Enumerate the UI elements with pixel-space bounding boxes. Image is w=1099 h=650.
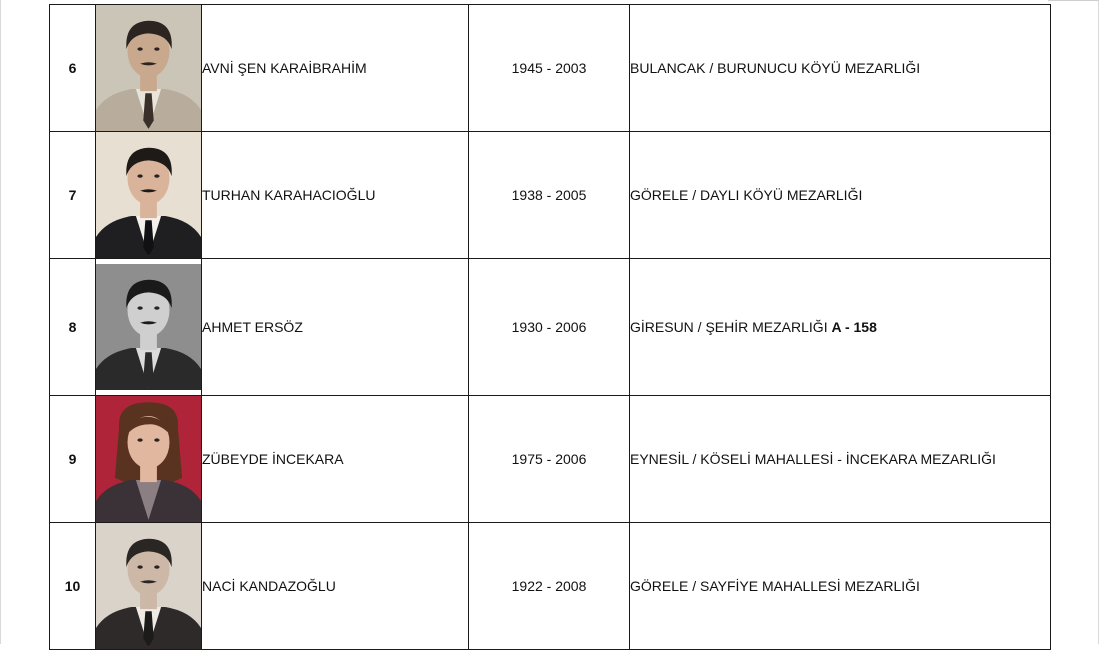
burial-place-text: GİRESUN / ŞEHİR MEZARLIĞI [630, 319, 832, 335]
person-name: ZÜBEYDE İNCEKARA [202, 396, 469, 523]
burial-place [630, 259, 1051, 396]
memorial-table [49, 4, 1051, 650]
burial-place-text: GÖRELE / DAYLI KÖYÜ MEZARLIĞI [630, 187, 863, 203]
portrait-photo-cell [96, 132, 202, 259]
person-name: AVNİ ŞEN KARAİBRAHİM [202, 5, 469, 132]
man-portrait [96, 132, 201, 258]
burial-place-text: GÖRELE / SAYFİYE MAHALLESİ MEZARLIĞI [630, 578, 920, 594]
portrait-photo-cell [96, 5, 202, 132]
burial-place [630, 396, 1051, 523]
man-portrait-bw [96, 264, 201, 390]
table-row [50, 396, 1051, 523]
row-number: 9 [50, 396, 96, 523]
portrait-photo-cell [96, 396, 202, 523]
man-portrait-sepia [96, 5, 201, 131]
row-number: 7 [50, 132, 96, 259]
table-row [50, 523, 1051, 650]
man-portrait-old [96, 523, 201, 649]
burial-place [630, 132, 1051, 259]
table-row [50, 5, 1051, 132]
woman-portrait [96, 396, 201, 522]
row-number: 8 [50, 259, 96, 396]
burial-place [630, 523, 1051, 650]
portrait-photo-cell [96, 259, 202, 396]
burial-place-text: EYNESİL / KÖSELİ MAHALLESİ - İNCEKARA MEZARLIĞI [630, 451, 996, 467]
table-row [50, 132, 1051, 259]
row-number: 10 [50, 523, 96, 650]
page-top-strip [1048, 0, 1099, 5]
person-name: AHMET ERSÖZ [202, 259, 469, 396]
life-years: 1945 - 2003 [469, 5, 630, 132]
life-years: 1922 - 2008 [469, 523, 630, 650]
grave-reference: A - 158 [831, 319, 877, 335]
row-number: 6 [50, 5, 96, 132]
portrait-photo-cell [96, 523, 202, 650]
table-row [50, 259, 1051, 396]
person-name: NACİ KANDAZOĞLU [202, 523, 469, 650]
life-years: 1938 - 2005 [469, 132, 630, 259]
person-name: TURHAN KARAHACIOĞLU [202, 132, 469, 259]
life-years: 1930 - 2006 [469, 259, 630, 396]
life-years: 1975 - 2006 [469, 396, 630, 523]
burial-place-text: BULANCAK / BURUNUCU KÖYÜ MEZARLIĞI [630, 60, 921, 76]
burial-place [630, 5, 1051, 132]
table-body [50, 5, 1051, 650]
